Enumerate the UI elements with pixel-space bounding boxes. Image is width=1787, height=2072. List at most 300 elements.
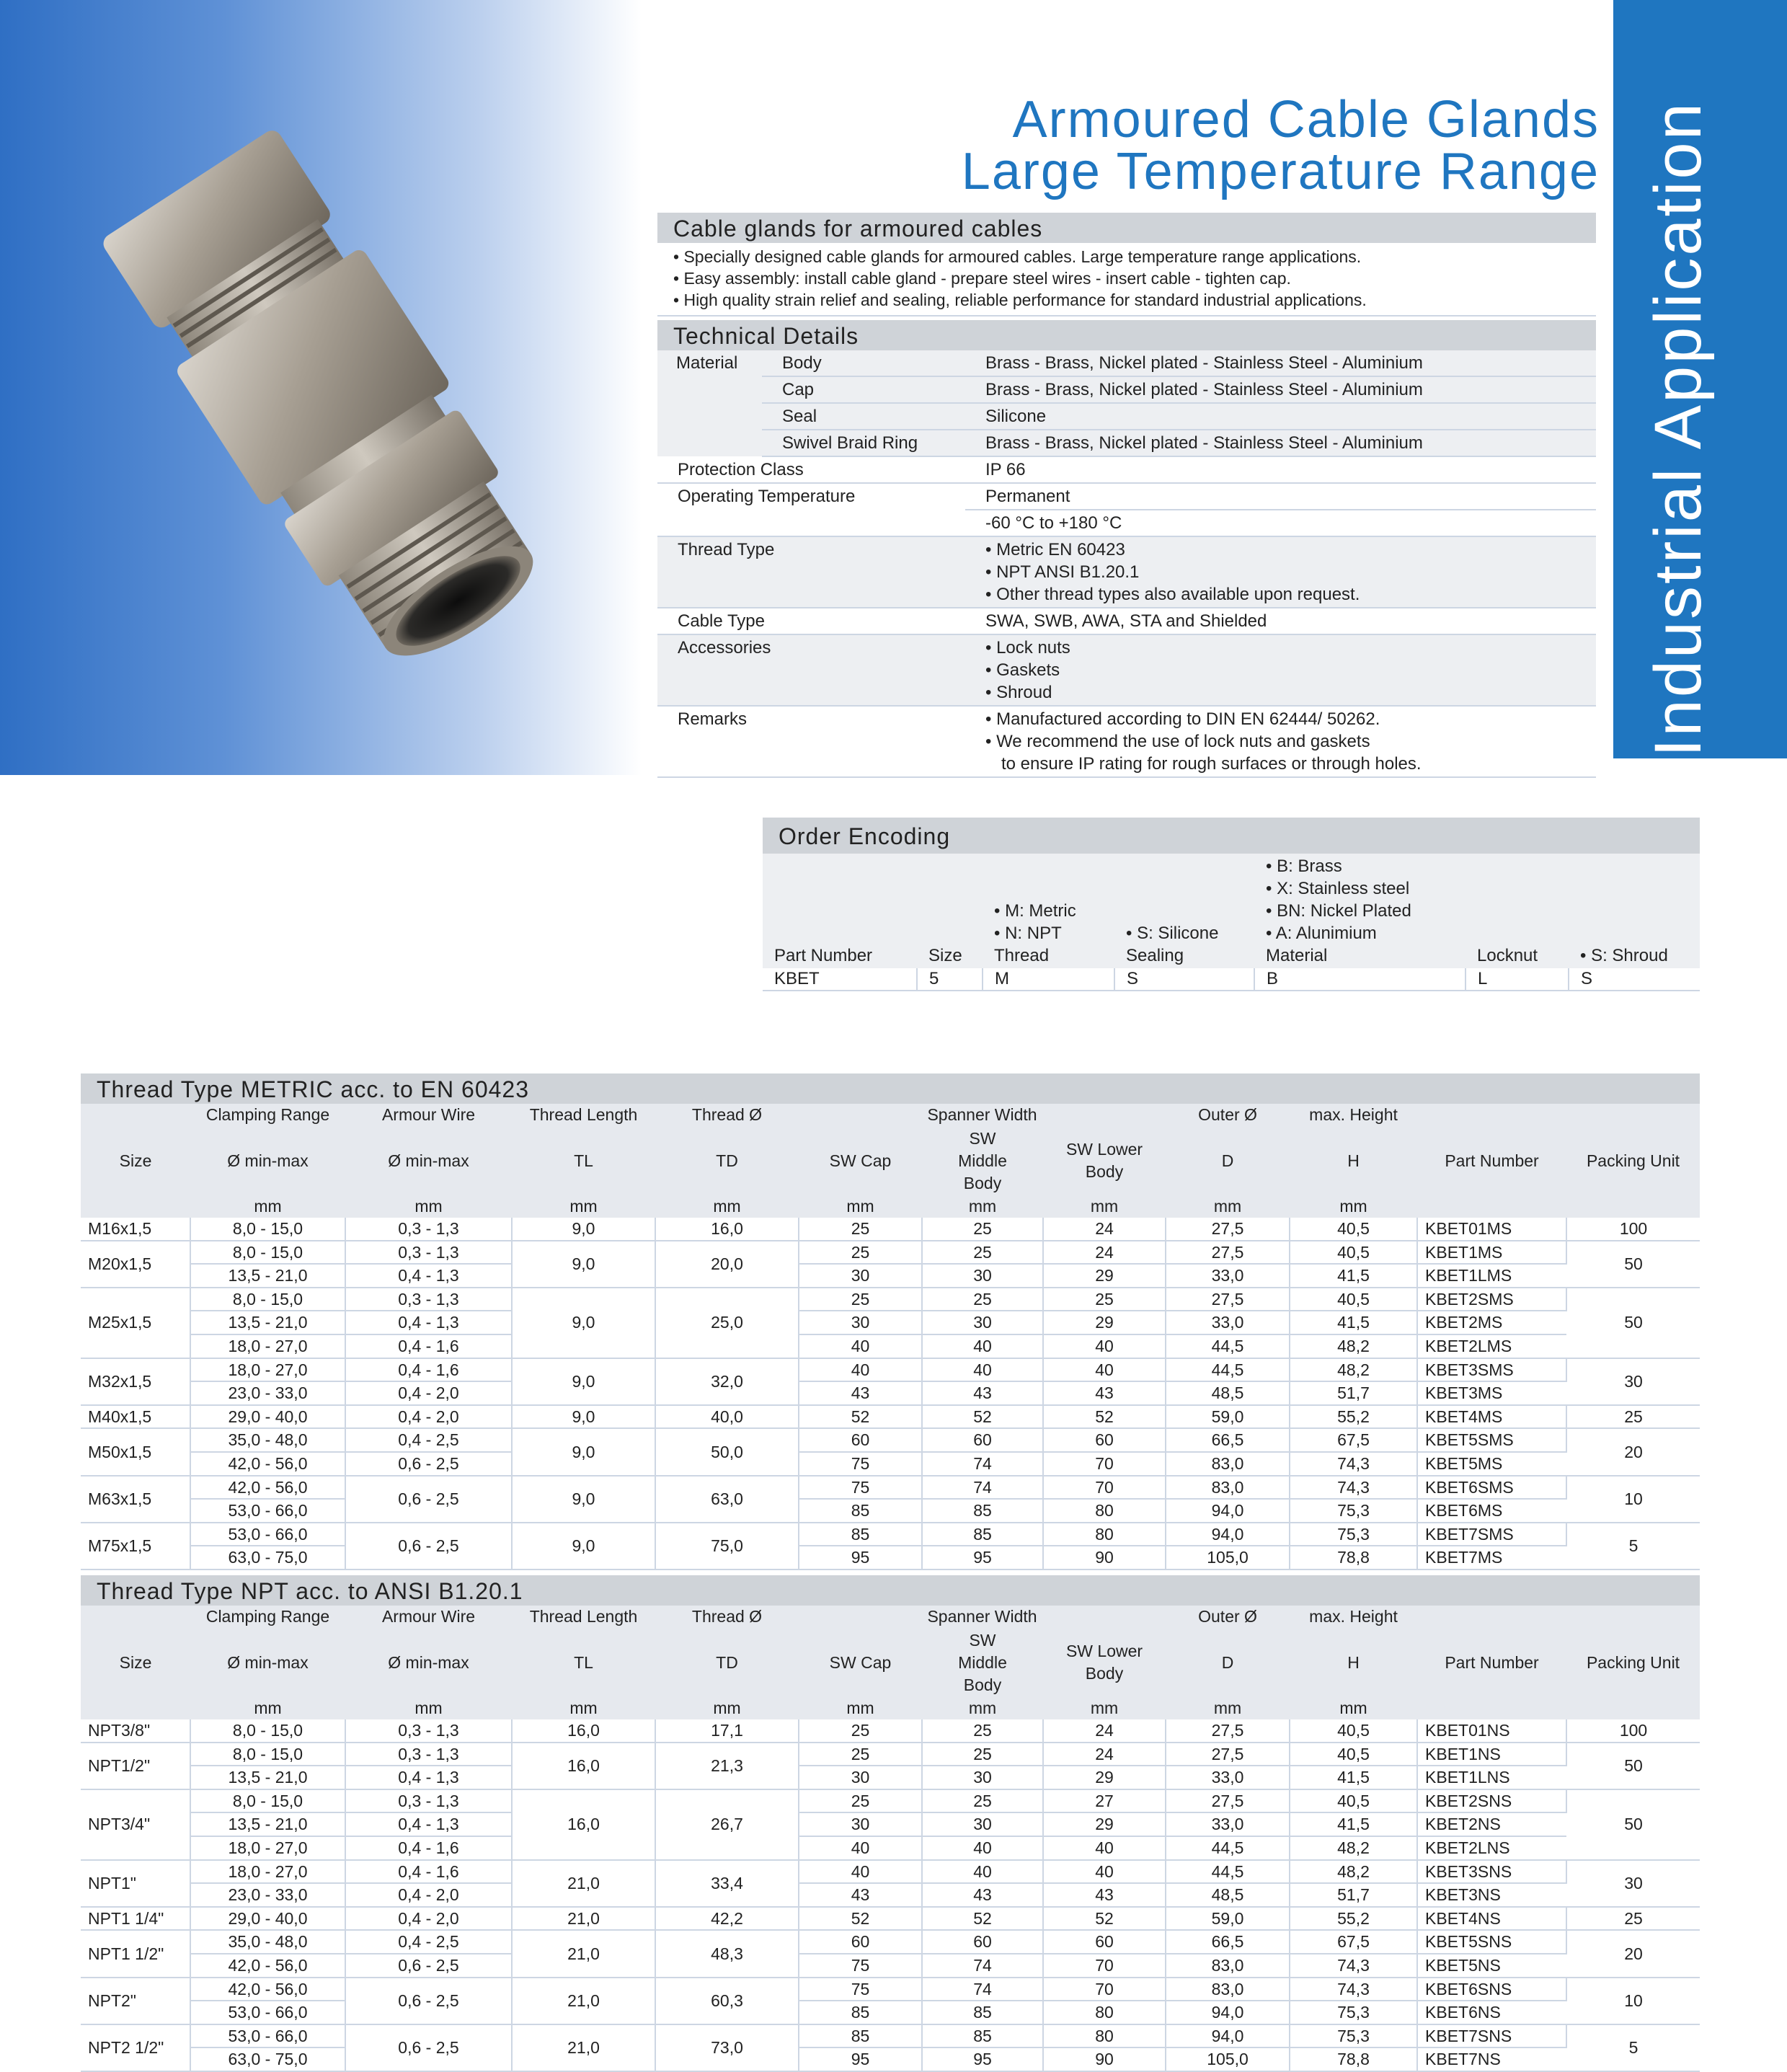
npt-packing: 10 [1566, 1978, 1700, 2024]
npt-clamping: 35,0 - 48,0 [190, 1930, 345, 1954]
metric-row [81, 1428, 1700, 1452]
npt-col-d: D [1166, 1628, 1290, 1697]
npt-thread-dia: 17,1 [655, 1719, 799, 1743]
metric-outer-d: 83,0 [1166, 1476, 1290, 1500]
npt-clamping: 18,0 - 27,0 [190, 1836, 345, 1860]
thread-type-item: • Metric EN 60423 [985, 539, 1587, 561]
metric-row [81, 1218, 1700, 1241]
metric-outer-d: 94,0 [1166, 1523, 1290, 1546]
npt-col-armour-sub: Ø min-max [345, 1628, 512, 1697]
metric-clamping: 8,0 - 15,0 [190, 1241, 345, 1265]
npt-table [81, 1606, 1700, 2072]
npt-outer-d: 44,5 [1166, 1836, 1290, 1860]
npt-part-number: KBET7NS [1417, 2047, 1566, 2071]
metric-size: M40x1,5 [81, 1405, 190, 1429]
accessories-values [965, 634, 1596, 706]
metric-sw-cap: 25 [799, 1241, 922, 1265]
npt-section [81, 1575, 1700, 2072]
metric-part-number: KBET01MS [1417, 1218, 1566, 1241]
npt-height-h: 48,2 [1290, 1860, 1417, 1884]
npt-sw-cap: 85 [799, 2001, 922, 2024]
npt-col-height: max. Height [1290, 1606, 1417, 1628]
metric-col-sw-lower: SW Lower Body [1043, 1126, 1166, 1195]
npt-thread-dia: 26,7 [655, 1789, 799, 1860]
npt-col-packing: Packing Unit [1566, 1606, 1700, 1719]
metric-sw-cap: 40 [799, 1334, 922, 1358]
metric-clamping: 23,0 - 33,0 [190, 1381, 345, 1405]
metric-outer-d: 44,5 [1166, 1334, 1290, 1358]
material-part: Seal [762, 403, 965, 430]
npt-part-number: KBET2NS [1417, 1812, 1566, 1836]
metric-armour: 0,4 - 1,3 [345, 1311, 512, 1334]
npt-unit-mm: mm [190, 1697, 345, 1719]
metric-row [81, 1405, 1700, 1429]
metric-sw-middle: 85 [922, 1523, 1043, 1546]
metric-unit-mm: mm [512, 1195, 655, 1218]
npt-col-h: H [1290, 1628, 1417, 1697]
metric-unit-mm: mm [922, 1195, 1043, 1218]
metric-row [81, 1264, 1700, 1288]
metric-height-h: 74,3 [1290, 1452, 1417, 1476]
intro-bullet: • High quality strain relief and sealing, reliable performance for standard industrial applications. [673, 289, 1596, 311]
order-col-thread [983, 854, 1114, 968]
metric-sw-cap: 25 [799, 1288, 922, 1311]
thread-type-item: • Other thread types also available upon request. [985, 583, 1587, 606]
npt-armour: 0,4 - 2,0 [345, 1883, 512, 1907]
npt-sw-lower: 80 [1043, 2001, 1166, 2024]
npt-size: NPT1 1/4" [81, 1907, 190, 1931]
metric-thread-dia: 75,0 [655, 1523, 799, 1570]
order-col-sealing [1114, 854, 1254, 968]
npt-col-sw-cap: SW Cap [799, 1628, 922, 1697]
technical-table [657, 350, 1596, 778]
metric-thread-dia: 32,0 [655, 1358, 799, 1405]
npt-thread-length: 21,0 [512, 1978, 655, 2024]
npt-armour: 0,4 - 1,6 [345, 1860, 512, 1884]
metric-thread-length: 9,0 [512, 1428, 655, 1475]
npt-armour: 0,4 - 1,6 [345, 1836, 512, 1860]
npt-table-body [81, 1719, 1700, 2071]
npt-col-part-number: Part Number [1417, 1606, 1566, 1719]
metric-col-sw-cap: SW Cap [799, 1126, 922, 1195]
metric-packing: 20 [1566, 1428, 1700, 1475]
metric-packing: 10 [1566, 1476, 1700, 1523]
metric-sw-lower: 29 [1043, 1311, 1166, 1334]
npt-outer-d: 33,0 [1166, 1812, 1290, 1836]
metric-sw-middle: 30 [922, 1264, 1043, 1288]
npt-packing: 100 [1566, 1719, 1700, 1743]
order-col-material [1254, 854, 1465, 968]
npt-row [81, 1860, 1700, 1884]
thread-type-label: Thread Type [657, 536, 965, 608]
material-value: Brass - Brass, Nickel plated - Stainless Steel - Aluminium [965, 350, 1596, 376]
metric-packing: 25 [1566, 1405, 1700, 1429]
npt-clamping: 42,0 - 56,0 [190, 1954, 345, 1978]
npt-sw-middle: 60 [922, 1930, 1043, 1954]
npt-clamping: 42,0 - 56,0 [190, 1978, 345, 2001]
thread-option: • M: Metric [994, 900, 1103, 922]
metric-row [81, 1546, 1700, 1570]
remarks-values [965, 706, 1596, 777]
npt-thread-dia: 21,3 [655, 1743, 799, 1789]
npt-armour: 0,3 - 1,3 [345, 1719, 512, 1743]
npt-sw-middle: 25 [922, 1743, 1043, 1766]
metric-sw-cap: 85 [799, 1523, 922, 1546]
metric-part-number: KBET1LMS [1417, 1264, 1566, 1288]
npt-packing: 50 [1566, 1743, 1700, 1789]
metric-size: M25x1,5 [81, 1288, 190, 1358]
temperature-label: Operating Temperature [657, 483, 965, 536]
npt-thread-length: 21,0 [512, 1907, 655, 1931]
npt-unit-mm: mm [1166, 1697, 1290, 1719]
npt-sw-middle: 74 [922, 1954, 1043, 1978]
npt-clamping: 63,0 - 75,0 [190, 2047, 345, 2071]
npt-sw-cap: 52 [799, 1907, 922, 1931]
npt-row [81, 1719, 1700, 1743]
npt-sw-cap: 40 [799, 1860, 922, 1884]
metric-thread-length: 9,0 [512, 1523, 655, 1570]
metric-armour: 0,4 - 1,6 [345, 1358, 512, 1382]
metric-sw-lower: 60 [1043, 1428, 1166, 1452]
material-part: Swivel Braid Ring [762, 430, 965, 456]
metric-part-number: KBET7SMS [1417, 1523, 1566, 1546]
metric-part-number: KBET5MS [1417, 1452, 1566, 1476]
npt-row [81, 2047, 1700, 2071]
npt-thread-dia: 33,4 [655, 1860, 799, 1907]
npt-part-number: KBET3NS [1417, 1883, 1566, 1907]
npt-col-size: Size [81, 1606, 190, 1719]
npt-height-h: 75,3 [1290, 2024, 1417, 2048]
metric-part-number: KBET2MS [1417, 1311, 1566, 1334]
metric-unit-mm: mm [655, 1195, 799, 1218]
npt-sw-lower: 60 [1043, 1930, 1166, 1954]
metric-sw-middle: 52 [922, 1405, 1043, 1429]
npt-outer-d: 27,5 [1166, 1743, 1290, 1766]
metric-sw-middle: 40 [922, 1358, 1043, 1382]
npt-sw-cap: 25 [799, 1743, 922, 1766]
protection-label: Protection Class [657, 456, 965, 483]
npt-unit-mm: mm [345, 1697, 512, 1719]
metric-clamping: 63,0 - 75,0 [190, 1546, 345, 1570]
metric-outer-d: 33,0 [1166, 1311, 1290, 1334]
order-value-size: 5 [917, 968, 983, 991]
npt-armour: 0,4 - 1,3 [345, 1766, 512, 1789]
metric-thread-length: 9,0 [512, 1218, 655, 1241]
material-option: • A: Alunimium [1266, 922, 1454, 944]
npt-armour: 0,4 - 1,3 [345, 1812, 512, 1836]
npt-row [81, 1836, 1700, 1860]
order-thread-label: Thread [994, 946, 1050, 965]
metric-sw-cap: 40 [799, 1358, 922, 1382]
metric-packing: 100 [1566, 1218, 1700, 1241]
npt-sw-middle: 25 [922, 1719, 1043, 1743]
npt-sw-cap: 60 [799, 1930, 922, 1954]
metric-col-thread-length: Thread Length [512, 1104, 655, 1126]
metric-clamping: 18,0 - 27,0 [190, 1358, 345, 1382]
npt-unit-mm: mm [512, 1697, 655, 1719]
metric-unit-mm: mm [345, 1195, 512, 1218]
npt-unit-mm: mm [1290, 1697, 1417, 1719]
npt-part-number: KBET01NS [1417, 1719, 1566, 1743]
metric-sw-middle: 25 [922, 1288, 1043, 1311]
npt-size: NPT2" [81, 1978, 190, 2024]
npt-thread-length: 21,0 [512, 2024, 655, 2071]
npt-sw-lower: 43 [1043, 1883, 1166, 1907]
remark-continuation: to ensure IP rating for rough surfaces or through holes. [1001, 754, 1422, 774]
npt-armour: 0,6 - 2,5 [345, 2024, 512, 2071]
metric-size: M16x1,5 [81, 1218, 190, 1241]
npt-outer-d: 44,5 [1166, 1860, 1290, 1884]
npt-clamping: 29,0 - 40,0 [190, 1907, 345, 1931]
metric-size: M50x1,5 [81, 1428, 190, 1475]
metric-thread-length: 9,0 [512, 1405, 655, 1429]
metric-packing: 50 [1566, 1288, 1700, 1358]
npt-unit-mm: mm [799, 1697, 922, 1719]
npt-unit-mm: mm [922, 1697, 1043, 1719]
order-value-locknut: L [1465, 968, 1569, 991]
npt-outer-d: 105,0 [1166, 2047, 1290, 2071]
material-part: Cap [762, 376, 965, 403]
metric-height-h: 75,3 [1290, 1523, 1417, 1546]
npt-packing: 20 [1566, 1930, 1700, 1977]
npt-sw-cap: 30 [799, 1812, 922, 1836]
npt-height-h: 48,2 [1290, 1836, 1417, 1860]
metric-sw-cap: 30 [799, 1264, 922, 1288]
metric-table [81, 1104, 1700, 1570]
metric-armour: 0,4 - 1,3 [345, 1264, 512, 1288]
npt-sw-cap: 40 [799, 1836, 922, 1860]
npt-armour: 0,6 - 2,5 [345, 1978, 512, 2024]
metric-sw-lower: 29 [1043, 1264, 1166, 1288]
npt-col-thread-length: Thread Length [512, 1606, 655, 1628]
metric-unit-mm: mm [1290, 1195, 1417, 1218]
metric-sw-cap: 85 [799, 1499, 922, 1523]
metric-outer-d: 48,5 [1166, 1381, 1290, 1405]
title-line-2: Large Temperature Range [961, 143, 1600, 200]
metric-row [81, 1499, 1700, 1523]
metric-clamping: 29,0 - 40,0 [190, 1405, 345, 1429]
npt-unit-mm: mm [1043, 1697, 1166, 1719]
metric-armour: 0,3 - 1,3 [345, 1288, 512, 1311]
npt-armour: 0,3 - 1,3 [345, 1743, 512, 1766]
npt-clamping: 8,0 - 15,0 [190, 1743, 345, 1766]
npt-height-h: 40,5 [1290, 1719, 1417, 1743]
metric-height-h: 41,5 [1290, 1311, 1417, 1334]
metric-height-h: 41,5 [1290, 1264, 1417, 1288]
npt-thread-dia: 73,0 [655, 2024, 799, 2071]
npt-clamping: 13,5 - 21,0 [190, 1766, 345, 1789]
intro-bullets [657, 243, 1596, 316]
npt-unit-mm: mm [655, 1697, 799, 1719]
metric-outer-d: 94,0 [1166, 1499, 1290, 1523]
metric-armour: 0,6 - 2,5 [345, 1452, 512, 1476]
material-option: • B: Brass [1266, 855, 1454, 877]
metric-sw-middle: 30 [922, 1311, 1043, 1334]
metric-part-number: KBET3MS [1417, 1381, 1566, 1405]
metric-part-number: KBET4MS [1417, 1405, 1566, 1429]
metric-unit-mm: mm [799, 1195, 922, 1218]
npt-outer-d: 48,5 [1166, 1883, 1290, 1907]
npt-part-number: KBET3SNS [1417, 1860, 1566, 1884]
npt-height-h: 74,3 [1290, 1978, 1417, 2001]
metric-armour: 0,4 - 2,0 [345, 1405, 512, 1429]
order-col-size: Size [917, 854, 983, 968]
npt-height-h: 55,2 [1290, 1907, 1417, 1931]
metric-outer-d: 27,5 [1166, 1241, 1290, 1265]
metric-clamping: 18,0 - 27,0 [190, 1334, 345, 1358]
metric-height-h: 75,3 [1290, 1499, 1417, 1523]
remark-item: • Manufactured according to DIN EN 62444/ 50262. [985, 708, 1587, 730]
npt-height-h: 40,5 [1290, 1789, 1417, 1813]
metric-sw-lower: 52 [1043, 1405, 1166, 1429]
metric-clamping: 13,5 - 21,0 [190, 1311, 345, 1334]
npt-part-number: KBET2SNS [1417, 1789, 1566, 1813]
npt-size: NPT2 1/2" [81, 2024, 190, 2071]
metric-height-h: 67,5 [1290, 1428, 1417, 1452]
remarks-label: Remarks [657, 706, 965, 777]
npt-sw-middle: 74 [922, 1978, 1043, 2001]
metric-col-height: max. Height [1290, 1104, 1417, 1126]
metric-row [81, 1334, 1700, 1358]
metric-clamping: 13,5 - 21,0 [190, 1264, 345, 1288]
npt-col-outer: Outer Ø [1166, 1606, 1290, 1628]
metric-height-h: 40,5 [1290, 1288, 1417, 1311]
protection-value: IP 66 [965, 456, 1596, 483]
npt-packing: 5 [1566, 2024, 1700, 2071]
material-label: Material [657, 350, 762, 456]
metric-unit-mm: mm [190, 1195, 345, 1218]
metric-clamping: 53,0 - 66,0 [190, 1499, 345, 1523]
metric-thread-dia: 40,0 [655, 1405, 799, 1429]
metric-outer-d: 83,0 [1166, 1452, 1290, 1476]
metric-armour: 0,4 - 1,6 [345, 1334, 512, 1358]
npt-row [81, 1743, 1700, 1766]
npt-sw-lower: 80 [1043, 2024, 1166, 2048]
metric-col-packing: Packing Unit [1566, 1104, 1700, 1218]
temperature-value: Permanent [965, 483, 1596, 510]
metric-col-td: TD [655, 1126, 799, 1195]
intro-section [657, 213, 1596, 316]
npt-outer-d: 66,5 [1166, 1930, 1290, 1954]
accessory-item: • Shroud [985, 681, 1587, 704]
order-material-label: Material [1266, 946, 1328, 965]
cable-type-label: Cable Type [657, 608, 965, 634]
npt-height-h: 41,5 [1290, 1766, 1417, 1789]
metric-packing: 50 [1566, 1241, 1700, 1288]
metric-sw-cap: 95 [799, 1546, 922, 1570]
metric-row [81, 1358, 1700, 1382]
metric-outer-d: 59,0 [1166, 1405, 1290, 1429]
npt-row [81, 1978, 1700, 2001]
npt-height-h: 78,8 [1290, 2047, 1417, 2071]
metric-part-number: KBET3SMS [1417, 1358, 1566, 1382]
npt-outer-d: 83,0 [1166, 1954, 1290, 1978]
metric-armour: 0,6 - 2,5 [345, 1476, 512, 1523]
metric-table-head [81, 1104, 1700, 1218]
material-value: Silicone [965, 403, 1596, 430]
npt-part-number: KBET7SNS [1417, 2024, 1566, 2048]
metric-col-armour-sub: Ø min-max [345, 1126, 512, 1195]
metric-sw-middle: 74 [922, 1476, 1043, 1500]
npt-clamping: 53,0 - 66,0 [190, 2001, 345, 2024]
npt-sw-lower: 40 [1043, 1836, 1166, 1860]
npt-col-clamping: Clamping Range [190, 1606, 345, 1628]
metric-clamping: 53,0 - 66,0 [190, 1523, 345, 1546]
metric-sw-lower: 24 [1043, 1241, 1166, 1265]
npt-outer-d: 59,0 [1166, 1907, 1290, 1931]
metric-sw-middle: 85 [922, 1499, 1043, 1523]
metric-part-number: KBET5SMS [1417, 1428, 1566, 1452]
metric-thread-dia: 63,0 [655, 1476, 799, 1523]
npt-thread-length: 21,0 [512, 1930, 655, 1977]
npt-col-clamping-sub: Ø min-max [190, 1628, 345, 1697]
npt-clamping: 23,0 - 33,0 [190, 1883, 345, 1907]
npt-sw-cap: 25 [799, 1789, 922, 1813]
npt-thread-length: 21,0 [512, 1860, 655, 1907]
temperature-range: -60 °C to +180 °C [965, 510, 1596, 536]
order-col-shroud [1569, 854, 1700, 968]
npt-sw-lower: 24 [1043, 1719, 1166, 1743]
npt-thread-length: 16,0 [512, 1719, 655, 1743]
metric-size: M20x1,5 [81, 1241, 190, 1288]
npt-outer-d: 27,5 [1166, 1789, 1290, 1813]
metric-part-number: KBET1MS [1417, 1241, 1566, 1265]
metric-sw-middle: 25 [922, 1241, 1043, 1265]
metric-sw-lower: 90 [1043, 1546, 1166, 1570]
category-label: Industrial Application [1641, 101, 1715, 757]
metric-sw-cap: 52 [799, 1405, 922, 1429]
npt-part-number: KBET4NS [1417, 1907, 1566, 1931]
metric-unit-mm: mm [1043, 1195, 1166, 1218]
metric-clamping: 8,0 - 15,0 [190, 1218, 345, 1241]
npt-clamping: 8,0 - 15,0 [190, 1719, 345, 1743]
npt-col-tl: TL [512, 1628, 655, 1697]
npt-sw-middle: 52 [922, 1907, 1043, 1931]
metric-table-body [81, 1218, 1700, 1570]
thread-option: • N: NPT [994, 922, 1103, 944]
metric-col-sw-middle: SW Middle Body [922, 1126, 1043, 1195]
metric-sw-middle: 40 [922, 1334, 1043, 1358]
metric-thread-length: 9,0 [512, 1358, 655, 1405]
npt-packing: 30 [1566, 1860, 1700, 1907]
metric-sw-cap: 43 [799, 1381, 922, 1405]
npt-part-number: KBET6NS [1417, 2001, 1566, 2024]
metric-armour: 0,6 - 2,5 [345, 1523, 512, 1570]
metric-col-outer: Outer Ø [1166, 1104, 1290, 1126]
metric-col-clamping-sub: Ø min-max [190, 1126, 345, 1195]
metric-sw-lower: 80 [1043, 1523, 1166, 1546]
accessory-item: • Lock nuts [985, 637, 1587, 659]
npt-size: NPT3/4" [81, 1789, 190, 1860]
order-col-part-number: Part Number [763, 854, 917, 968]
npt-sw-middle: 85 [922, 2024, 1043, 2048]
order-value-part-number: KBET [763, 968, 917, 991]
npt-sw-lower: 90 [1043, 2047, 1166, 2071]
npt-part-number: KBET1NS [1417, 1743, 1566, 1766]
npt-clamping: 18,0 - 27,0 [190, 1860, 345, 1884]
npt-outer-d: 94,0 [1166, 2001, 1290, 2024]
metric-part-number: KBET6MS [1417, 1499, 1566, 1523]
metric-col-clamping: Clamping Range [190, 1104, 345, 1126]
metric-row [81, 1476, 1700, 1500]
metric-col-thread-dia: Thread Ø [655, 1104, 799, 1126]
metric-sw-lower: 40 [1043, 1358, 1166, 1382]
npt-sw-lower: 40 [1043, 1860, 1166, 1884]
metric-sw-middle: 43 [922, 1381, 1043, 1405]
metric-armour: 0,4 - 2,5 [345, 1428, 512, 1452]
metric-unit-mm: mm [1166, 1195, 1290, 1218]
metric-col-size: Size [81, 1104, 190, 1218]
